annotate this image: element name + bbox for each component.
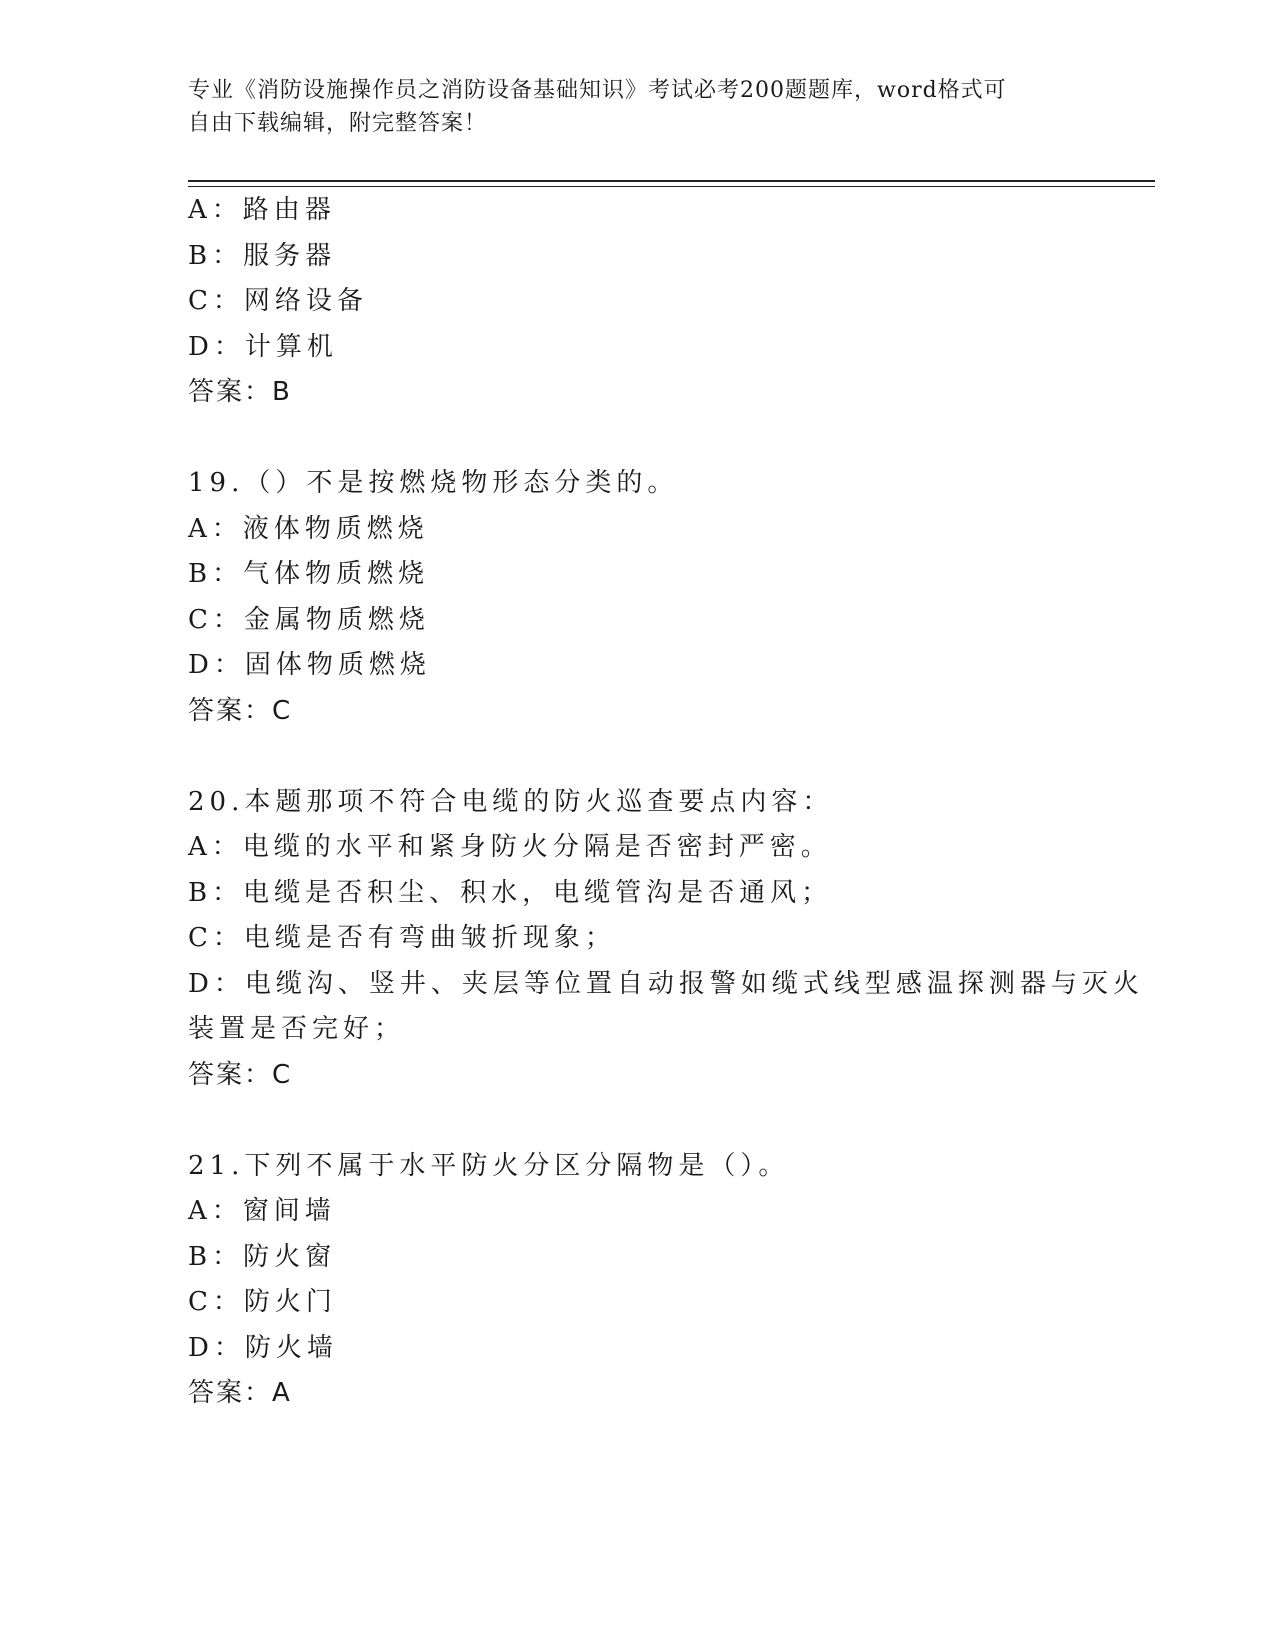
question-text: 21.下列不属于水平防火分区分隔物是（）。 — [188, 1150, 790, 1181]
question-18 — [188, 188, 1088, 416]
option-b: B：气体物质燃烧 — [188, 559, 430, 589]
spacer — [188, 416, 1088, 462]
option-b: B：电缆是否积尘、积水，电缆管沟是否通风； — [188, 877, 833, 908]
option-a: A：路由器 — [188, 195, 336, 225]
question-text: 20.本题那项不符合电缆的防火巡查要点内容： — [188, 786, 834, 817]
option-b: B：防火窗 — [188, 1241, 337, 1272]
option-a: A：窗间墙 — [188, 1196, 336, 1226]
answer-line: 答案：C — [188, 1059, 293, 1090]
header-line-2: 自由下载编辑，附完整答案！ — [188, 111, 488, 136]
answer-line: 答案：A — [188, 1378, 292, 1408]
question-20 — [188, 780, 1144, 1099]
answer-line: 答案：B — [188, 377, 292, 407]
option-b: B：服务器 — [188, 240, 337, 271]
spacer — [188, 1098, 1088, 1144]
option-c: C：金属物质燃烧 — [188, 604, 430, 635]
header-divider-thick — [188, 180, 1155, 182]
question-text: 19.（）不是按燃烧物形态分类的。 — [188, 468, 679, 498]
question-21 — [188, 1144, 1088, 1417]
option-d: D：防火墙 — [188, 1332, 338, 1363]
option-d: D：电缆沟、竖井、夹层等位置自动报警如缆式线型感温探测器与灭火 — [188, 968, 1144, 999]
option-c: C：电缆是否有弯曲皱折现象； — [188, 923, 616, 953]
option-a: A：电缆的水平和紧身防火分隔是否密封严密。 — [188, 832, 832, 862]
header-line-1: 专业《消防设施操作员之消防设备基础知识》考试必考200题题库，word格式可 — [188, 78, 1007, 103]
option-d: D：固体物质燃烧 — [188, 650, 431, 680]
question-list — [188, 188, 1144, 1417]
spacer — [188, 734, 1088, 780]
header-divider-thin — [188, 186, 1155, 187]
option-a: A：液体物质燃烧 — [188, 513, 429, 544]
question-19 — [188, 461, 1088, 734]
option-d: D：计算机 — [188, 331, 338, 362]
option-c: C：网络设备 — [188, 286, 368, 316]
option-d-continuation: 装置是否完好； — [188, 1014, 406, 1044]
answer-line: 答案：C — [188, 695, 293, 726]
document-header — [188, 74, 1088, 140]
option-c: C：防火门 — [188, 1287, 337, 1317]
